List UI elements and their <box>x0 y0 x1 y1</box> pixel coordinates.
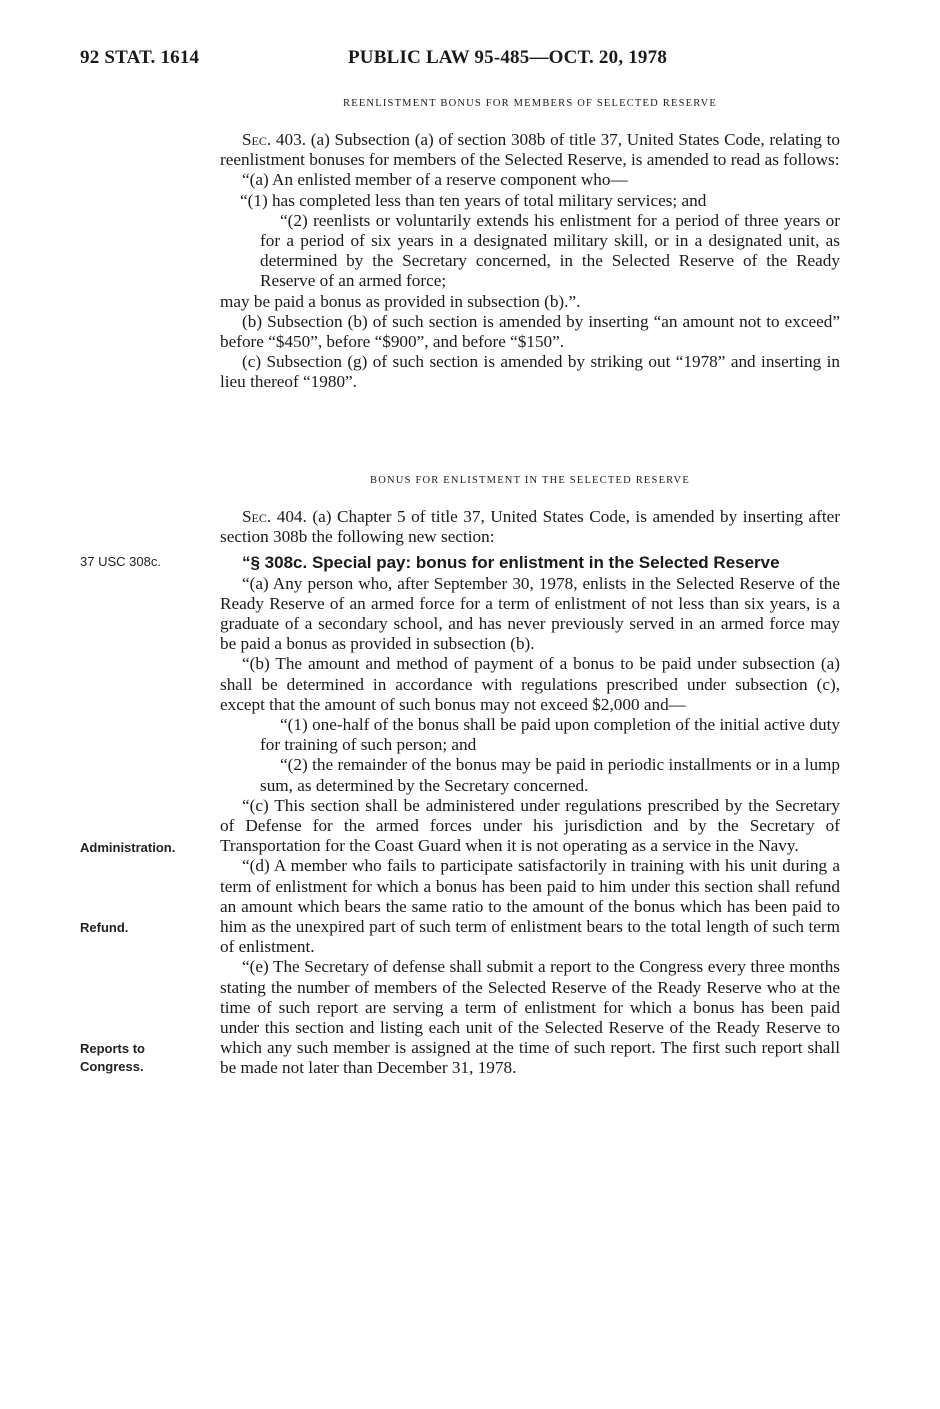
section-404-intro-text: (a) Chapter 5 of title 37, United States Code, is amended by inserting after section 308b the following new section: <box>220 507 840 547</box>
section-403-para-a1: “(1) has completed less than ten years of total military services; and <box>240 190 707 210</box>
section-404-para-b: “(b) The amount and method of payment of a bonus to be paid under subsection (a) shall be determined in accordance with regulations prescribed under subsection (c), except that the amount of such bonus may not exceed $2,000 and— <box>220 654 840 714</box>
section-403-intro <box>220 130 840 170</box>
section-404-para-d: “(d) A member who fails to participate satisfactorily in training with his unit during a term of enlistment for which a bonus has been paid to him under this section shall refund an amount which bears the same ratio to the amount of the bonus which has been paid to him as the unexpired part of such term of enlistment bears to the total length of such term of enlistment. <box>220 856 840 957</box>
stat-citation: 92 STAT. 1614 <box>80 47 200 68</box>
section-404-label: Sec. 404. <box>242 507 307 526</box>
section-403-para-a2: “(2) reenlists or voluntarily extends his enlistment for a period of three years or for a period of six years in a designated military skill, or in a designated unit, as determined by the Secretary concerned, in the Selected Reserve of the Ready Reserve of an armed force; <box>260 210 840 291</box>
new-section-heading: “§ 308c. Special pay: bonus for enlistment in the Selected Reserve <box>242 553 780 573</box>
section-403-para-b: (b) Subsection (b) of such section is amended by inserting “an amount not to exceed” before “$450”, before “$900”, and before “$150”. <box>220 311 840 352</box>
section-403-para-a: “(a) An enlisted member of a reserve component who— <box>242 170 628 190</box>
section-404-para-e: “(e) The Secretary of defense shall submit a report to the Congress every three months stating the number of members of the Selected Reserve of the Ready Reserve who at the time of such report are serving a term of enlistment for which a bonus has been paid under this section and listing each unit of the Selected Reserve of the Ready Reserve to which any such member is assigned at the time of such report. The first such report shall be made not later than December 31, 1978. <box>220 957 840 1078</box>
section-403-heading: REENLISTMENT BONUS FOR MEMBERS OF SELECTED RESERVE <box>343 98 717 109</box>
margin-note-reports-line1: Reports to <box>80 1041 145 1056</box>
section-403-para-c: (c) Subsection (g) of such section is amended by striking out “1978” and inserting in lieu thereof “1980”. <box>220 352 840 392</box>
section-403-body <box>220 130 840 393</box>
section-404-heading: BONUS FOR ENLISTMENT IN THE SELECTED RESERVE <box>370 475 690 486</box>
section-403-label: Sec. 403. <box>242 130 306 149</box>
section-404-intro <box>220 507 840 547</box>
section-404-para-c: “(c) This section shall be administered under regulations prescribed by the Secretary of Defense for the armed forces under his jurisdiction and by the Secretary of Transportation for the Coast Guard when it is not operating as a service in the Navy. <box>220 795 840 856</box>
section-404-para-a: “(a) Any person who, after September 30, 1978, enlists in the Selected Reserve of the Ready Reserve of an armed force for a term of enlistment of not less than six years, is a graduate of a secondary school, and has never previously served in an armed force may be paid a bonus as provided in subsection (b). <box>220 573 840 654</box>
margin-note-reports <box>80 1040 210 1076</box>
margin-note-reports-line2: Congress. <box>80 1059 144 1074</box>
section-404-para-b2: “(2) the remainder of the bonus may be paid in periodic installments or in a lump sum, as determined by the Secretary concerned. <box>260 755 840 795</box>
section-404-body <box>220 507 840 1079</box>
section-403-intro-text: (a) Subsection (a) of section 308b of title 37, United States Code, relating to reenlistment bonuses for members of the Selected Reserve, is amended to read as follows: <box>220 130 840 170</box>
margin-note-administration: Administration. <box>80 840 176 855</box>
page-title: PUBLIC LAW 95-485—OCT. 20, 1978 <box>348 47 668 68</box>
margin-note-usc: 37 USC 308c. <box>80 554 161 569</box>
margin-note-refund: Refund. <box>80 920 129 935</box>
section-404-para-b1: “(1) one-half of the bonus shall be paid upon completion of the initial active duty for training of such person; and <box>260 715 840 755</box>
section-403-tail: may be paid a bonus as provided in subsection (b).”. <box>220 291 581 311</box>
